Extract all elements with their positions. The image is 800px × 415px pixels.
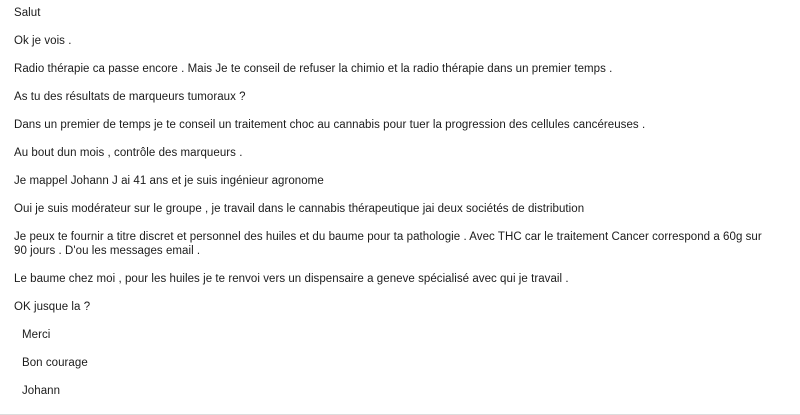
paragraph-signature: [6, 384, 786, 398]
paragraph-text: Bon courage: [22, 357, 88, 369]
paragraph-marker-check-followup: [6, 146, 786, 160]
paragraph-gap: [6, 286, 786, 300]
paragraph-text: Dans un premier de temps je te conseil un traitement choc au cannabis pour tuer la progression des cellules cancéreuses .: [14, 119, 646, 131]
paragraph-confirmation-question: [6, 300, 786, 314]
paragraph-thanks: [6, 328, 786, 342]
paragraph-gap: [6, 132, 786, 146]
paragraph-text: Radio thérapie ca passe encore . Mais Je te conseil de refuser la chimio et la radio thérapie dans un premier temps .: [14, 63, 613, 75]
paragraph-gap: [6, 314, 786, 328]
paragraph-supply-offer: [6, 230, 786, 258]
paragraph-text: Le baume chez moi , pour les huiles je te renvoi vers un dispensaire a geneve spécialisé avec qui je travail .: [14, 273, 569, 285]
paragraph-text: Ok je vois .: [14, 35, 72, 47]
paragraph-logistics: [6, 272, 786, 286]
paragraph-gap: [6, 216, 786, 230]
paragraph-text: Merci: [22, 329, 51, 341]
paragraph-self-introduction: [6, 174, 786, 188]
paragraph-gap: [6, 342, 786, 356]
paragraph-good-luck: [6, 356, 786, 370]
paragraph-gap: [6, 160, 786, 174]
paragraph-text: Je mappel Johann J ai 41 ans et je suis ingénieur agronome: [14, 175, 324, 187]
paragraph-acknowledgement: [6, 34, 786, 48]
paragraph-gap: [6, 258, 786, 272]
paragraph-text: Au bout dun mois , contrôle des marqueurs .: [14, 147, 243, 159]
paragraph-gap: [6, 370, 786, 384]
paragraph-role-description: [6, 202, 786, 216]
paragraph-text: As tu des résultats de marqueurs tumoraux ?: [14, 91, 246, 103]
paragraph-gap: [6, 48, 786, 62]
paragraph-gap: [6, 104, 786, 118]
paragraph-text: Je peux te fournir a titre discret et personnel des huiles et du baume pour ta pathologie . Avec THC car le traitement Cancer correspond a 60g sur 90 jours . D'ou les messages email .: [14, 231, 762, 257]
paragraph-text: Salut: [14, 7, 41, 19]
paragraph-text: OK jusque la ?: [14, 301, 91, 313]
paragraph-tumor-markers-question: [6, 90, 786, 104]
paragraph-text: Johann: [22, 385, 61, 397]
paragraph-text: Oui je suis modérateur sur le groupe , je travail dans le cannabis thérapeutique jai deux sociétés de distribution: [14, 203, 585, 215]
message-body: [6, 6, 786, 398]
paragraph-cannabis-treatment-advice: [6, 118, 786, 132]
paragraph-gap: [6, 20, 786, 34]
paragraph-gap: [6, 188, 786, 202]
paragraph-greeting: [6, 6, 786, 20]
paragraph-gap: [6, 76, 786, 90]
paragraph-radiotherapy-advice: [6, 62, 786, 76]
